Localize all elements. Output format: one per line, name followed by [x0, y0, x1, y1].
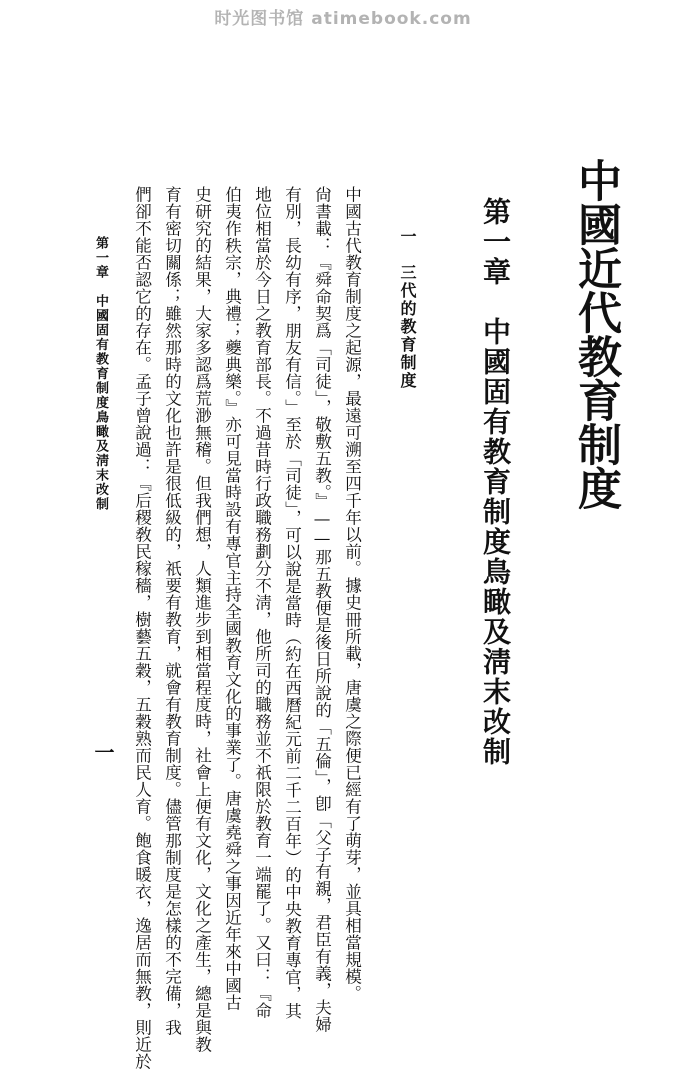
section-title: 一 三代的教育制度	[398, 228, 417, 390]
body-line-2: 尙書載：『舜命契爲「司徒」，敬敷五教。』——那五教便是後日所說的「五倫」，卽「父子有親，君臣有義，夫婦	[312, 186, 332, 1033]
chapter-title: 第一章 中國固有教育制度鳥瞰及淸末改制	[479, 197, 512, 767]
page-number: 一	[91, 742, 115, 762]
body-line-6: 史研究的結果，大家多認爲荒渺無稽。但我們想，人類進步到相當程度時，社會上便有文化，文化之產生，總是與教	[192, 186, 212, 1053]
body-line-3: 有別，長幼有序，朋友有信。」至於「司徒」，可以說是當時（約在西曆紀元前二千二百年）的中央教育專官，其	[282, 186, 302, 1020]
body-line-5: 伯夷作秩宗，典禮；夔典樂。』亦可見當時設有專官主持全國教育文化的事業了。唐虞堯舜之事因近年來中國古	[222, 186, 242, 1011]
body-line-4: 地位相當於今日之教育部長。不過昔時行政職務劃分不淸，他所司的職務並不祇限於教育一端罷了。又曰：『命	[252, 186, 272, 1019]
site-watermark: 时光图书馆 atimebook.com	[214, 9, 472, 29]
book-title: 中國近代教育制度	[570, 158, 621, 510]
body-line-1: 中國古代教育制度之起源，最遠可溯至四千年以前。據史冊所載，唐虞之際便已經有了萌芽，並具相當規模。	[342, 186, 362, 1002]
running-head: 第一章 中國固有教育制度鳥瞰及淸末改制	[93, 236, 108, 512]
body-line-7: 育有密切關係；雖然那時的文化也許是很低級的，祇要有教育，就會有教育制度。儘管那制度是怎樣的不完備，我	[162, 186, 182, 1036]
body-line-8: 們卻不能否認它的存在。孟子曾說過：『后稷敎民稼穡，樹藝五穀，五穀熟而民人育。飽食暖衣，逸居而無教，則近於	[132, 186, 152, 1070]
